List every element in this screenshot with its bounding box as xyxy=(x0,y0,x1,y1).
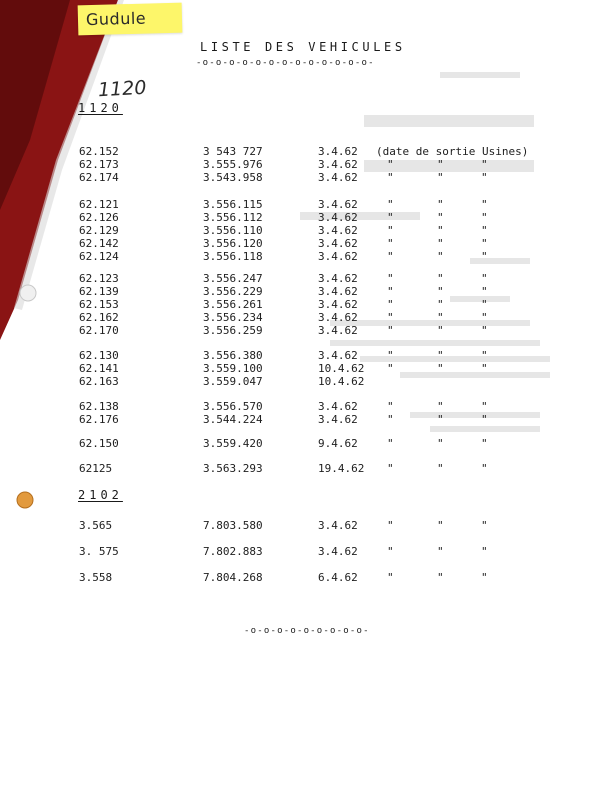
section-heading: 1120 xyxy=(78,101,123,115)
ditto-mark: " xyxy=(387,250,394,263)
release-date: 3.4.62 xyxy=(318,400,358,413)
vehicle-model-number: 62.138 xyxy=(79,400,119,413)
release-date: 3.4.62 xyxy=(318,413,358,426)
ditto-mark: " xyxy=(481,211,488,224)
release-date: 3.4.62 xyxy=(318,285,358,298)
ditto-mark: " xyxy=(387,413,394,426)
ditto-mark: " xyxy=(481,519,488,532)
ditto-mark: " xyxy=(481,272,488,285)
vehicle-serial-number: 3 543 727 xyxy=(203,145,263,158)
vehicle-serial-number: 3.556.247 xyxy=(203,272,263,285)
release-date: 10.4.62 xyxy=(318,362,365,375)
vehicle-serial-number: 3.556.115 xyxy=(203,198,263,211)
ditto-mark: " xyxy=(387,298,394,311)
ditto-mark: " xyxy=(437,237,444,250)
release-date: 3.4.62 xyxy=(318,198,358,211)
ditto-mark: " xyxy=(481,224,488,237)
vehicle-model-number: 62.126 xyxy=(79,211,119,224)
vehicle-serial-number: 3.556.120 xyxy=(203,237,263,250)
punch-hole xyxy=(20,285,36,301)
vehicle-model-number: 62.174 xyxy=(79,171,119,184)
vehicle-serial-number: 3.563.293 xyxy=(203,462,263,475)
ditto-mark: " xyxy=(481,298,488,311)
vehicle-serial-number: 3.544.224 xyxy=(203,413,263,426)
vehicle-model-number: 62.123 xyxy=(79,272,119,285)
ditto-mark: " xyxy=(481,171,488,184)
ditto-mark: " xyxy=(437,311,444,324)
ditto-mark: " xyxy=(481,400,488,413)
vehicle-serial-number: 3.556.380 xyxy=(203,349,263,362)
ditto-mark: " xyxy=(481,324,488,337)
ditto-mark: " xyxy=(387,211,394,224)
release-date: 3.4.62 xyxy=(318,145,358,158)
ditto-mark: " xyxy=(437,272,444,285)
ditto-mark: " xyxy=(387,311,394,324)
ditto-mark: " xyxy=(437,519,444,532)
ditto-mark: " xyxy=(387,285,394,298)
vehicle-model-number: 62.153 xyxy=(79,298,119,311)
ditto-mark: " xyxy=(437,324,444,337)
ditto-mark: " xyxy=(437,413,444,426)
release-note: (date de sortie Usines) xyxy=(376,145,529,158)
document-title: LISTE DES VEHICULES xyxy=(200,40,406,54)
ditto-mark: " xyxy=(437,158,444,171)
release-date: 3.4.62 xyxy=(318,311,358,324)
vehicle-serial-number: 3.556.234 xyxy=(203,311,263,324)
vehicle-model-number: 62.124 xyxy=(79,250,119,263)
ditto-mark: " xyxy=(481,250,488,263)
ditto-mark: " xyxy=(481,437,488,450)
sticky-note-text: Gudule xyxy=(85,8,147,30)
vehicle-serial-number: 3.559.420 xyxy=(203,437,263,450)
punch-hole xyxy=(17,492,33,508)
release-date: 3.4.62 xyxy=(318,211,358,224)
vehicle-model-number: 62.129 xyxy=(79,224,119,237)
vehicle-serial-number: 3.556.570 xyxy=(203,400,263,413)
ditto-mark: " xyxy=(387,400,394,413)
ditto-mark: " xyxy=(387,171,394,184)
vehicle-serial-number: 3.543.958 xyxy=(203,171,263,184)
release-date: 3.4.62 xyxy=(318,171,358,184)
vehicle-model-number: 62.130 xyxy=(79,349,119,362)
vehicle-serial-number: 3.559.047 xyxy=(203,375,263,388)
vehicle-model-number: 62.163 xyxy=(79,375,119,388)
vehicle-serial-number: 3.556.229 xyxy=(203,285,263,298)
vehicle-serial-number: 7.804.268 xyxy=(203,571,263,584)
release-date: 3.4.62 xyxy=(318,519,358,532)
vehicle-serial-number: 3.559.100 xyxy=(203,362,263,375)
vehicle-model-number: 62.142 xyxy=(79,237,119,250)
ditto-mark: " xyxy=(437,437,444,450)
release-date: 9.4.62 xyxy=(318,437,358,450)
vehicle-serial-number: 7.803.580 xyxy=(203,519,263,532)
ditto-mark: " xyxy=(481,311,488,324)
vehicle-model-number: 62.170 xyxy=(79,324,119,337)
ditto-mark: " xyxy=(437,250,444,263)
ditto-mark: " xyxy=(387,272,394,285)
ditto-mark: " xyxy=(387,437,394,450)
ditto-mark: " xyxy=(387,198,394,211)
release-date: 6.4.62 xyxy=(318,571,358,584)
vehicle-model-number: 3.558 xyxy=(79,571,113,584)
vehicle-model-number: 62.121 xyxy=(79,198,119,211)
ditto-mark: " xyxy=(387,237,394,250)
ditto-mark: " xyxy=(481,571,488,584)
vehicle-serial-number: 3.556.112 xyxy=(203,211,263,224)
ditto-mark: " xyxy=(481,237,488,250)
ditto-mark: " xyxy=(387,324,394,337)
vehicle-model-number: 62.173 xyxy=(79,158,119,171)
sticky-note xyxy=(78,3,183,36)
ditto-mark: " xyxy=(387,462,394,475)
ditto-mark: " xyxy=(437,224,444,237)
ditto-mark: " xyxy=(387,224,394,237)
ditto-mark: " xyxy=(387,519,394,532)
vehicle-serial-number: 3.556.259 xyxy=(203,324,263,337)
release-date: 3.4.62 xyxy=(318,324,358,337)
ditto-mark: " xyxy=(481,545,488,558)
release-date: 3.4.62 xyxy=(318,237,358,250)
ditto-mark: " xyxy=(481,462,488,475)
ditto-mark: " xyxy=(437,171,444,184)
release-date: 3.4.62 xyxy=(318,224,358,237)
vehicle-model-number: 62.150 xyxy=(79,437,119,450)
vehicle-model-number: 3.565 xyxy=(79,519,113,532)
release-date: 3.4.62 xyxy=(318,272,358,285)
vehicle-model-number: 62125 xyxy=(79,462,113,475)
ditto-mark: " xyxy=(481,158,488,171)
release-date: 3.4.62 xyxy=(318,298,358,311)
footer-rule: -o-o-o-o-o-o-o-o-o- xyxy=(244,626,370,636)
ditto-mark: " xyxy=(481,362,488,375)
ditto-mark: " xyxy=(387,362,394,375)
release-date: 3.4.62 xyxy=(318,158,358,171)
title-rule: -o-o-o-o-o-o-o-o-o-o-o-o-o- xyxy=(196,58,375,68)
ditto-mark: " xyxy=(481,349,488,362)
vehicle-model-number: 62.139 xyxy=(79,285,119,298)
vehicle-model-number: 62.176 xyxy=(79,413,119,426)
ditto-mark: " xyxy=(437,198,444,211)
section-heading: 2102 xyxy=(78,488,123,502)
vehicle-model-number: 62.141 xyxy=(79,362,119,375)
ditto-mark: " xyxy=(437,362,444,375)
release-date: 3.4.62 xyxy=(318,349,358,362)
ditto-mark: " xyxy=(437,349,444,362)
vehicle-serial-number: 3.555.976 xyxy=(203,158,263,171)
ditto-mark: " xyxy=(437,285,444,298)
ditto-mark: " xyxy=(387,349,394,362)
vehicle-serial-number: 3.556.261 xyxy=(203,298,263,311)
vehicle-serial-number: 7.802.883 xyxy=(203,545,263,558)
ditto-mark: " xyxy=(437,545,444,558)
ditto-mark: " xyxy=(481,413,488,426)
ditto-mark: " xyxy=(437,462,444,475)
ditto-mark: " xyxy=(387,545,394,558)
ditto-mark: " xyxy=(481,285,488,298)
ditto-mark: " xyxy=(437,400,444,413)
ditto-mark: " xyxy=(387,158,394,171)
ditto-mark: " xyxy=(437,298,444,311)
release-date: 3.4.62 xyxy=(318,250,358,263)
release-date: 10.4.62 xyxy=(318,375,365,388)
release-date: 19.4.62 xyxy=(318,462,365,475)
ditto-mark: " xyxy=(437,571,444,584)
vehicle-model-number: 62.162 xyxy=(79,311,119,324)
vehicle-serial-number: 3.556.118 xyxy=(203,250,263,263)
vehicle-model-number: 62.152 xyxy=(79,145,119,158)
release-date: 3.4.62 xyxy=(318,545,358,558)
ditto-mark: " xyxy=(481,198,488,211)
ditto-mark: " xyxy=(387,571,394,584)
handwritten-number: 1120 xyxy=(97,76,147,102)
vehicle-model-number: 3. 575 xyxy=(79,545,119,558)
ditto-mark: " xyxy=(437,211,444,224)
vehicle-serial-number: 3.556.110 xyxy=(203,224,263,237)
